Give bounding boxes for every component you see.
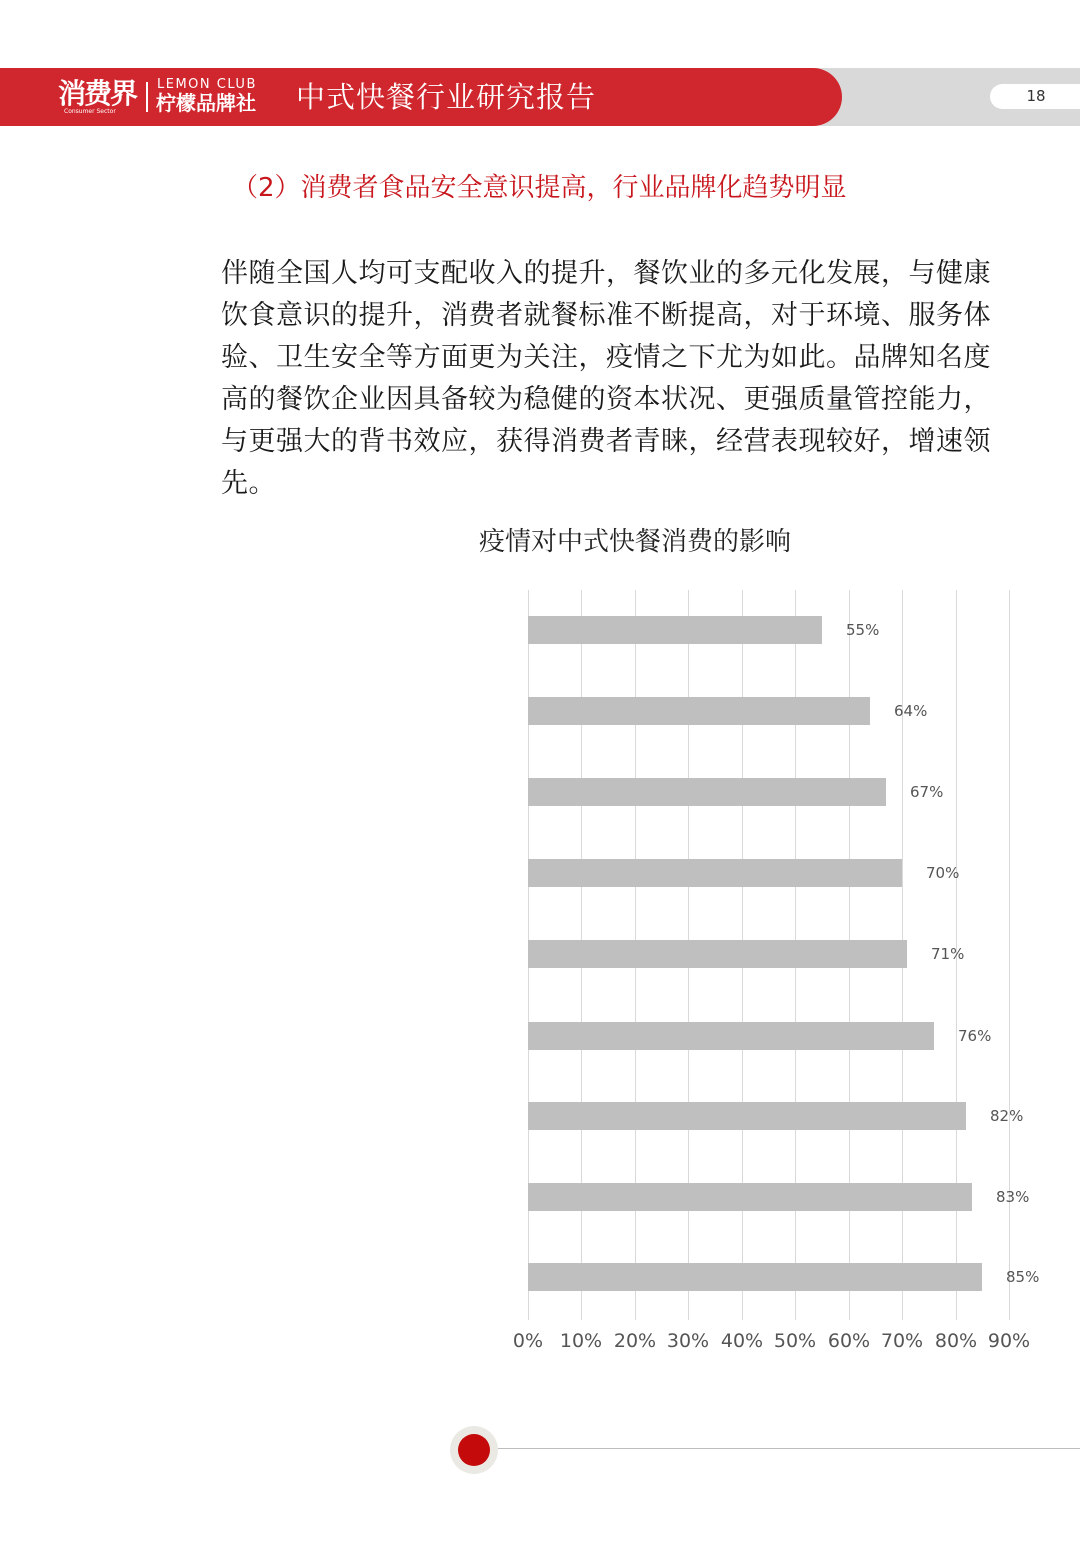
value-label: 70% (926, 864, 960, 882)
logo-consumer-sector: 消费界 (58, 77, 137, 110)
x-tick-label: 30% (666, 1330, 710, 1352)
value-label: 85% (1006, 1268, 1040, 1286)
bar (528, 1022, 934, 1050)
bar (528, 940, 907, 968)
bar (528, 1263, 982, 1291)
lemon-club-en: LEMON CLUB (157, 77, 257, 92)
x-tick-label: 0% (512, 1330, 544, 1352)
bar (528, 1102, 966, 1130)
bar (528, 616, 822, 644)
value-label: 83% (996, 1188, 1030, 1206)
x-tick-label: 60% (827, 1330, 871, 1352)
value-label: 76% (958, 1027, 992, 1045)
x-tick-label: 20% (613, 1330, 657, 1352)
lemon-club-cn: 柠檬品牌社 (156, 91, 256, 115)
chart-title: 疫情对中式快餐消费的影响 (478, 527, 791, 557)
value-label: 55% (846, 621, 880, 639)
page-number: 18 (1026, 87, 1046, 105)
value-label: 67% (910, 783, 944, 801)
footer-line (498, 1448, 1080, 1449)
logo-subtext: Consumer Sector (64, 108, 116, 115)
x-tick-label: 70% (880, 1330, 924, 1352)
x-tick-label: 40% (720, 1330, 764, 1352)
bar (528, 778, 886, 806)
value-label: 71% (931, 945, 965, 963)
logo-divider (146, 82, 148, 112)
x-tick-label: 90% (987, 1330, 1031, 1352)
value-label: 64% (894, 702, 928, 720)
value-label: 82% (990, 1107, 1024, 1125)
x-tick-label: 50% (773, 1330, 817, 1352)
bar (528, 1183, 972, 1211)
footer-dot (458, 1434, 490, 1466)
x-tick-label: 10% (559, 1330, 603, 1352)
report-title: 中式快餐行业研究报告 (296, 80, 597, 114)
x-tick-label: 80% (934, 1330, 978, 1352)
bar (528, 859, 902, 887)
body-paragraph: 伴随全国人均可支配收入的提升，餐饮业的多元化发展，与健康饮食意识的提升，消费者就餐标准不断提高，对于环境、服务体验、卫生安全等方面更为关注，疫情之下尤为如此。品牌知名度高的餐饮企业因具备较为稳健的资本状况、更强质量管控能力，与更强大的背书效应，获得消费者青睐，经营表现较好，增速领先。 (221, 258, 991, 499)
bar (528, 697, 870, 725)
section-title: （2）消费者食品安全意识提高，行业品牌化趋势明显 (232, 173, 847, 203)
